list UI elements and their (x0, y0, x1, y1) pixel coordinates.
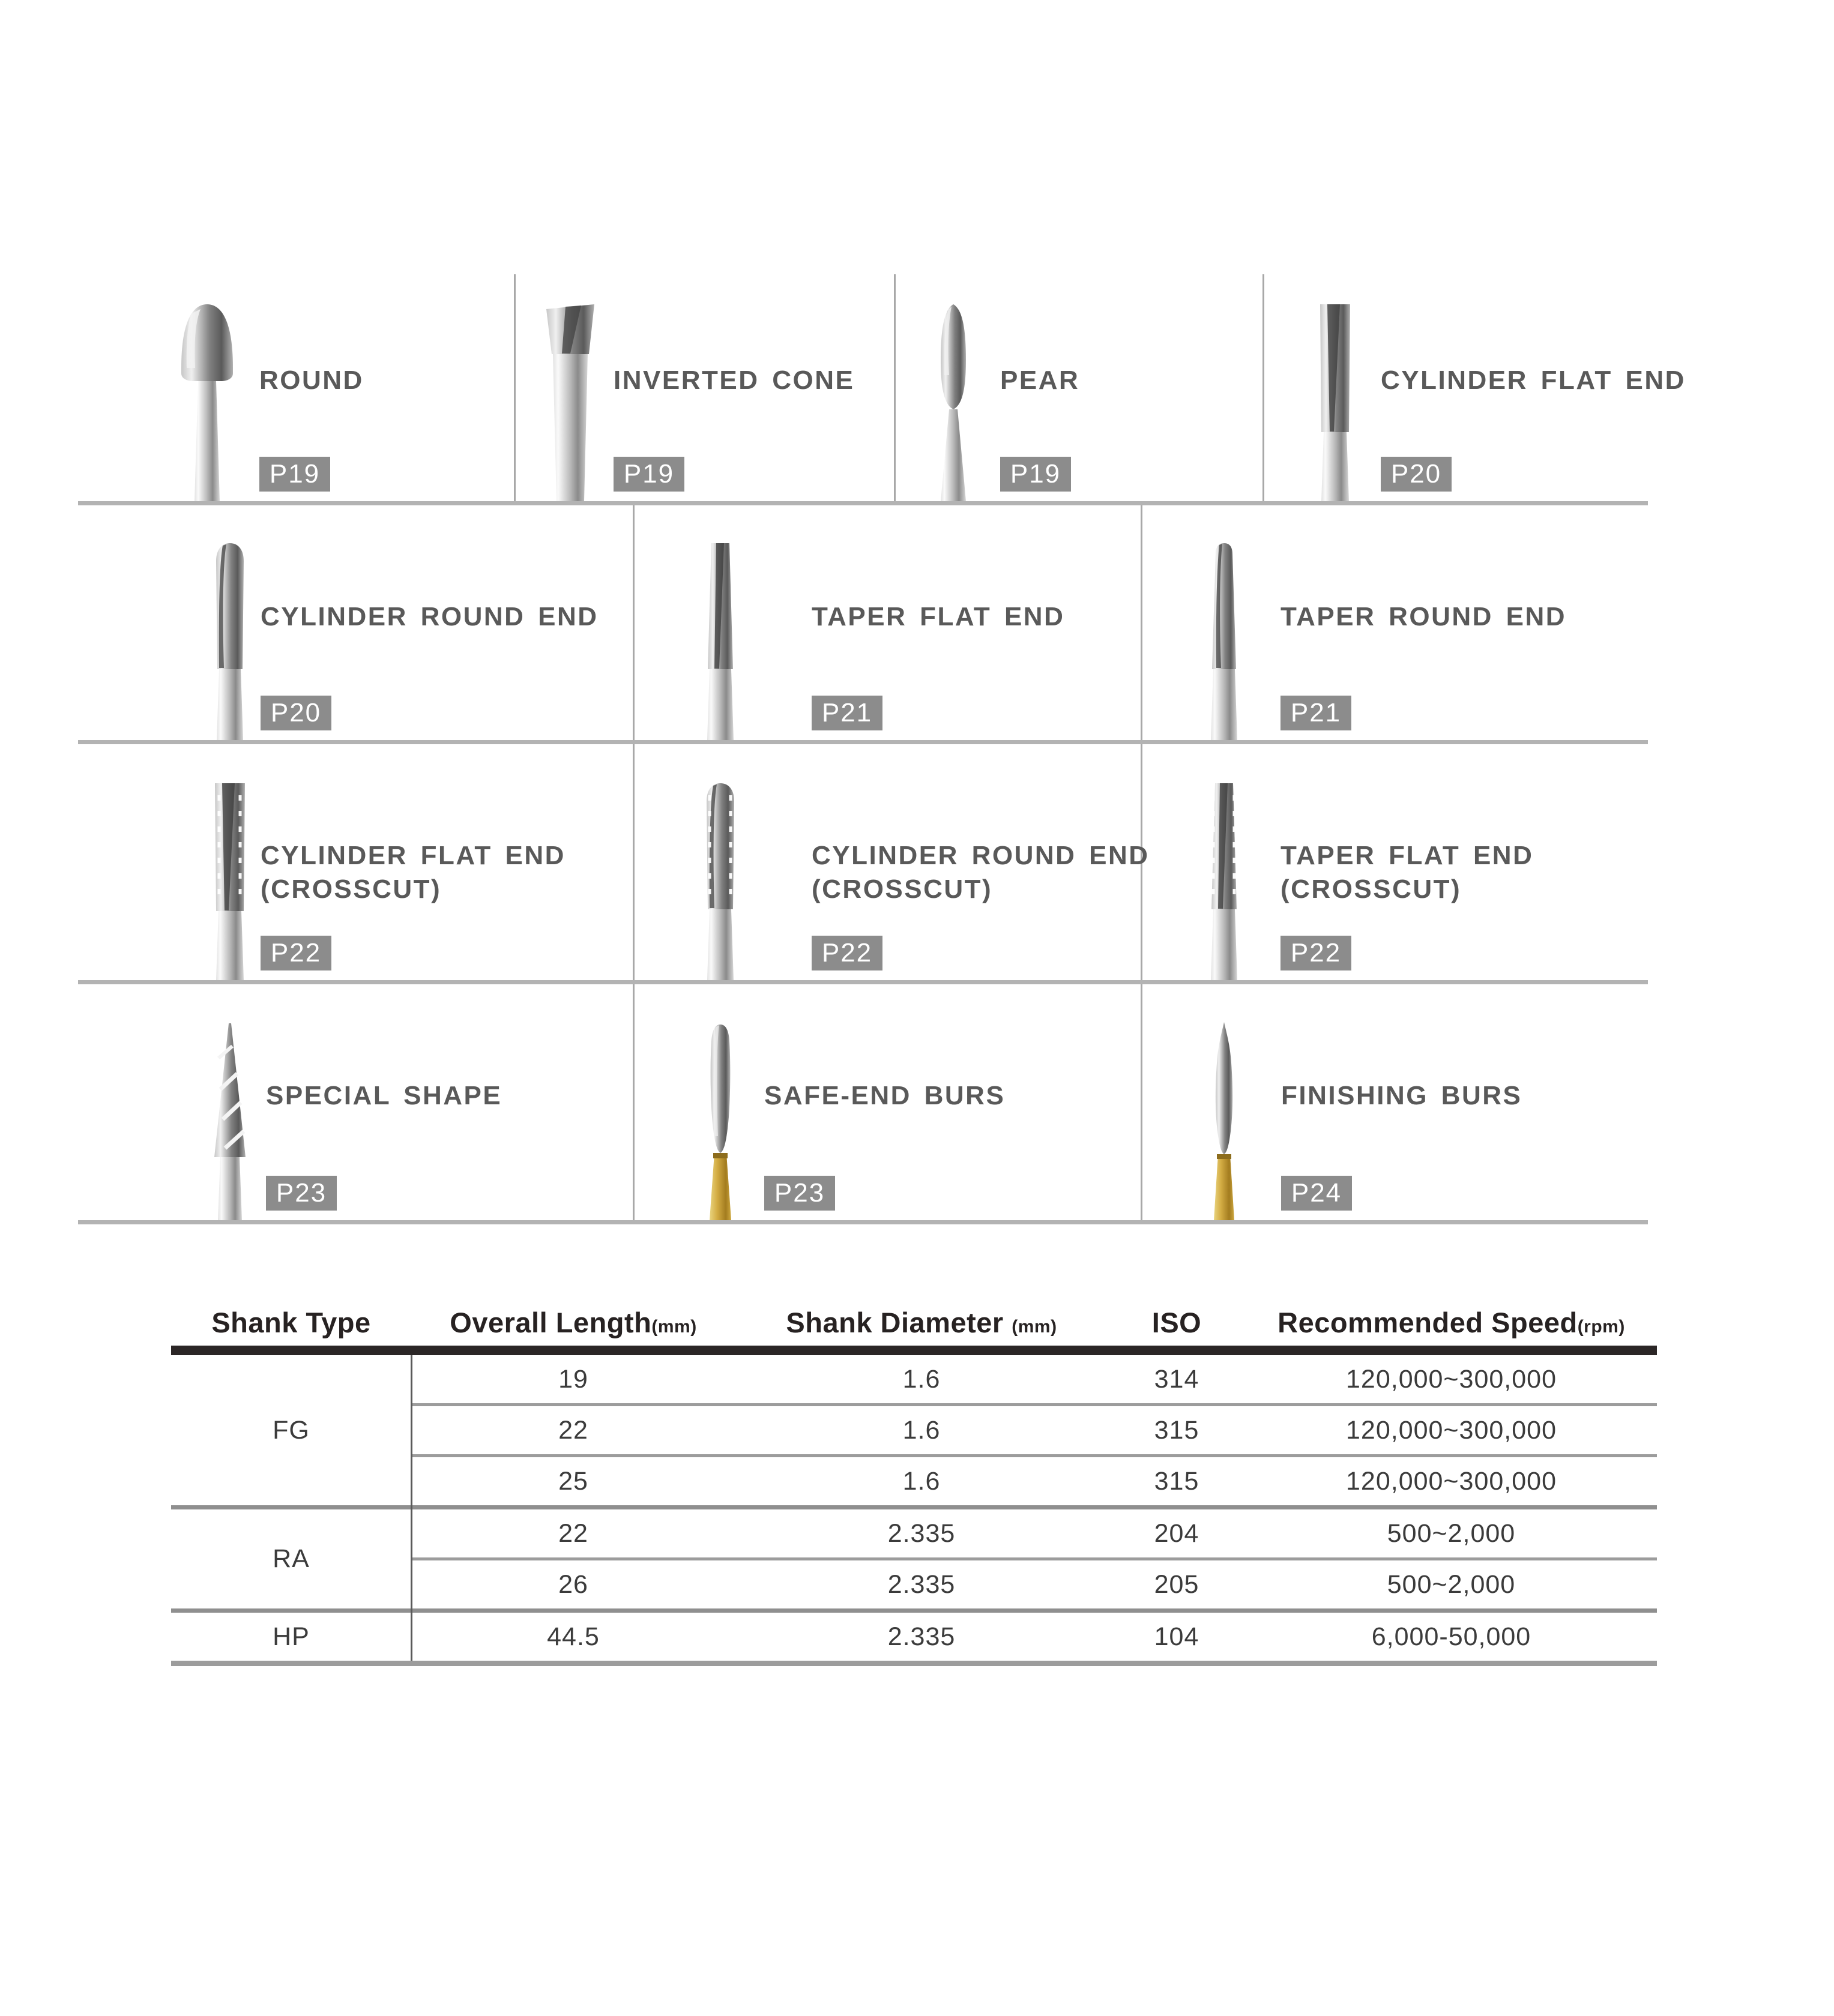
bur-type-label-line: (CROSSCUT) (261, 874, 442, 904)
table-row (411, 1403, 1657, 1454)
table-cell: 314 (1154, 1364, 1199, 1394)
bur-type-grid (78, 127, 1686, 1224)
safe-end-bur-icon (684, 1016, 756, 1220)
page-ref-badge: P22 (261, 936, 331, 970)
round-icon (171, 297, 243, 501)
taper-flat-end-crosscut-icon (1188, 776, 1260, 980)
bur-card (514, 127, 894, 501)
table-cell: 315 (1154, 1466, 1199, 1496)
column-header-text: Recommended Speed (1277, 1306, 1578, 1338)
bur-type-label (812, 600, 1064, 634)
bur-type-label-line: FINISHING BURS (1281, 1081, 1522, 1110)
bur-type-label-line: (CROSSCUT) (812, 874, 993, 904)
table-cell: 1.6 (902, 1364, 941, 1394)
bur-card-meta (261, 505, 630, 740)
bur-type-label (1280, 600, 1566, 634)
bur-card-meta (1000, 127, 1261, 501)
page-ref-badge: P21 (1280, 696, 1351, 730)
table-cell: 2.335 (887, 1622, 956, 1651)
bur-type-label (266, 1079, 502, 1113)
bur-card-meta (1281, 984, 1645, 1220)
bur-grid-row (78, 984, 1648, 1224)
bur-card-meta (614, 127, 892, 501)
page-ref-badge: P21 (812, 696, 882, 730)
bur-card (635, 984, 1142, 1220)
bur-card-meta (1381, 127, 1686, 501)
bur-card (1263, 127, 1686, 501)
taper-round-end-icon (1188, 536, 1260, 740)
table-cell: 22 (558, 1415, 588, 1445)
cylinder-round-end-icon (194, 536, 266, 740)
table-cell: 120,000~300,000 (1346, 1364, 1557, 1394)
bur-type-label-line: SPECIAL SHAPE (266, 1081, 502, 1110)
shank-group (171, 1355, 1657, 1505)
column-header-text: ISO (1151, 1306, 1202, 1338)
bur-type-label-line: SAFE-END BURS (764, 1081, 1006, 1110)
table-cell: 315 (1154, 1415, 1199, 1445)
bur-type-label-line: CYLINDER FLAT END (1381, 366, 1686, 395)
bur-grid-row (78, 505, 1648, 744)
column-header (735, 1306, 1108, 1339)
bur-card-meta (261, 744, 630, 980)
finishing-bur-icon (1188, 1016, 1260, 1220)
bur-card-meta (1280, 505, 1645, 740)
table-cell: 120,000~300,000 (1346, 1415, 1557, 1445)
bur-type-label-line: INVERTED CONE (614, 366, 855, 395)
bur-type-label-line: ROUND (259, 366, 364, 395)
page-ref-badge: P22 (812, 936, 882, 970)
shank-type-label: RA (273, 1544, 310, 1573)
table-row (411, 1613, 1657, 1661)
table-cell: 2.335 (887, 1518, 956, 1548)
column-header (1246, 1306, 1657, 1339)
table-cell: 120,000~300,000 (1346, 1466, 1557, 1496)
table-row (411, 1557, 1657, 1608)
bur-card (78, 984, 635, 1220)
shank-group-rows (411, 1509, 1657, 1608)
bur-card-meta (259, 127, 512, 501)
bur-card-meta (266, 984, 630, 1220)
table-cell: 500~2,000 (1387, 1518, 1516, 1548)
bur-type-label-line: CYLINDER ROUND END (261, 602, 599, 631)
bur-grid-row (78, 127, 1686, 505)
spec-table (171, 1299, 1657, 1666)
column-header-text: Shank Diameter (786, 1306, 1012, 1338)
bur-type-label (1000, 364, 1079, 397)
bur-type-label-line: CYLINDER ROUND END (812, 841, 1150, 870)
bur-card (894, 127, 1263, 501)
column-header (1108, 1306, 1246, 1339)
bur-grid-row (78, 744, 1648, 984)
table-cell: 1.6 (902, 1466, 941, 1496)
table-cell: 6,000-50,000 (1371, 1622, 1531, 1651)
table-cell: 104 (1154, 1622, 1199, 1651)
bur-type-label (259, 364, 364, 397)
page-ref-badge: P20 (1381, 457, 1452, 492)
bur-card-meta (812, 505, 1138, 740)
bur-card (78, 505, 635, 740)
bur-card (1142, 744, 1648, 980)
shank-group (171, 1505, 1657, 1608)
table-cell: 19 (558, 1364, 588, 1394)
bur-type-label (261, 600, 599, 634)
pear-icon (917, 297, 989, 501)
shank-group-rows (411, 1613, 1657, 1661)
bur-type-label (614, 364, 854, 397)
shank-type-label: HP (273, 1622, 310, 1651)
table-row (411, 1355, 1657, 1403)
bur-card (1142, 984, 1648, 1220)
page-ref-badge: P20 (261, 696, 331, 730)
column-header-unit: (mm) (1012, 1316, 1057, 1337)
bur-card (1142, 505, 1648, 740)
page-ref-badge: P19 (614, 457, 684, 492)
bur-type-label (1280, 839, 1533, 906)
page-ref-badge: P22 (1280, 936, 1351, 970)
shank-group (171, 1608, 1657, 1661)
column-header (171, 1306, 411, 1339)
bur-card (635, 505, 1142, 740)
bur-type-label (261, 839, 566, 906)
bur-type-label-line: PEAR (1000, 366, 1080, 395)
table-cell: 26 (558, 1569, 588, 1599)
table-cell: 25 (558, 1466, 588, 1496)
bur-type-label-line: TAPER ROUND END (1280, 602, 1567, 631)
table-cell: 22 (558, 1518, 588, 1548)
column-header (411, 1306, 735, 1339)
table-cell: 500~2,000 (1387, 1569, 1516, 1599)
table-cell: 204 (1154, 1518, 1199, 1548)
page-ref-badge: P24 (1281, 1176, 1352, 1211)
page-ref-badge: P23 (764, 1176, 835, 1211)
cylinder-flat-end-icon (1299, 297, 1371, 501)
cylinder-flat-end-crosscut-icon (194, 776, 266, 980)
page-ref-badge: P19 (1000, 457, 1071, 492)
bur-card-meta (764, 984, 1138, 1220)
taper-flat-end-icon (684, 536, 756, 740)
page-ref-badge: P19 (259, 457, 330, 492)
bur-type-label (764, 1079, 1005, 1113)
column-header-unit: (mm) (651, 1316, 697, 1337)
bur-card (78, 127, 514, 501)
bur-card (78, 744, 635, 980)
spec-table-body (171, 1355, 1657, 1666)
cylinder-round-end-crosscut-icon (684, 776, 756, 980)
inverted-cone-icon (534, 297, 606, 501)
bur-type-label-line: (CROSSCUT) (1280, 874, 1462, 904)
spec-table-header (171, 1299, 1657, 1346)
bur-card-meta (812, 744, 1150, 980)
column-header-text: Overall Length (450, 1306, 652, 1338)
bur-type-label (812, 839, 1150, 906)
bur-type-label (1281, 1079, 1522, 1113)
table-cell: 205 (1154, 1569, 1199, 1599)
table-cell: 44.5 (547, 1622, 600, 1651)
column-header-unit: (rpm) (1577, 1316, 1625, 1337)
shank-group-rows (411, 1355, 1657, 1505)
table-cell: 1.6 (902, 1415, 941, 1445)
bur-type-label (1381, 364, 1686, 397)
header-rule (171, 1346, 1657, 1355)
bur-card-meta (1280, 744, 1645, 980)
shank-type-label: FG (273, 1415, 310, 1445)
column-header-text: Shank Type (211, 1306, 371, 1338)
table-cell: 2.335 (887, 1569, 956, 1599)
page-ref-badge: P23 (266, 1176, 337, 1211)
bur-type-label-line: TAPER FLAT END (812, 602, 1065, 631)
bur-type-label-line: TAPER FLAT END (1280, 841, 1534, 870)
table-row (411, 1509, 1657, 1557)
bur-type-label-line: CYLINDER FLAT END (261, 841, 566, 870)
bur-card (635, 744, 1150, 980)
special-shape-icon (194, 1016, 266, 1220)
table-row (411, 1454, 1657, 1505)
